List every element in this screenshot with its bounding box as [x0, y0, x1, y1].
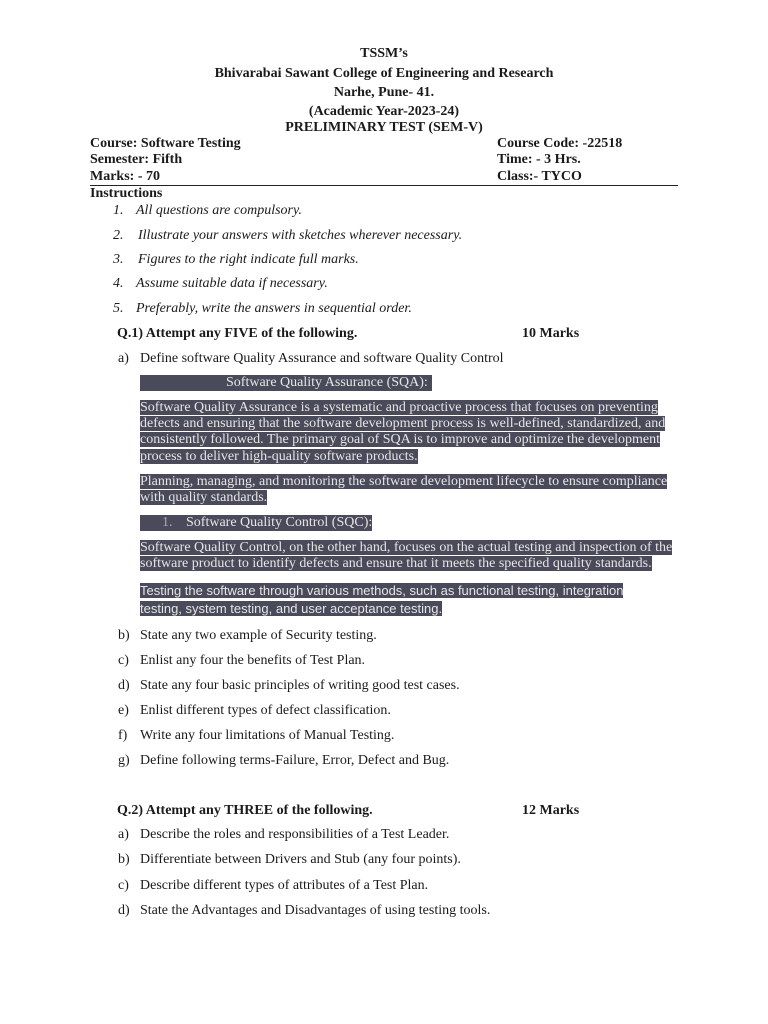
college-name: Bhivarabai Sawant College of Engineering and Research — [214, 66, 554, 81]
question-text: Define following terms-Failure, Error, Defect and Bug. — [140, 753, 450, 768]
question-text: Write any four limitations of Manual Testing. — [140, 728, 395, 743]
question-num: b) — [118, 628, 130, 643]
question-text: Describe different types of attributes of a Test Plan. — [140, 878, 429, 893]
instruction-text: Illustrate your answers with sketches wherever necessary. — [138, 228, 463, 243]
sqa-paragraph-2 — [140, 474, 667, 506]
question-num: e) — [118, 703, 129, 718]
question-text: State any four basic principles of writing good test cases. — [140, 678, 460, 693]
class: Class:- TYCO — [497, 169, 582, 184]
q2-marks: 12 Marks — [522, 803, 580, 818]
instruction-num: 3. — [113, 252, 124, 267]
text-line: defects and ensuring that the software development process is well-defined, standardized, and — [140, 416, 666, 432]
instruction-text: Preferably, write the answers in sequential order. — [136, 301, 412, 316]
text-line: process to deliver high-quality software products. — [140, 448, 418, 464]
text-line: with quality standards. — [140, 490, 268, 506]
question-text: Describe the roles and responsibilities of a Test Leader. — [140, 827, 450, 842]
time: Time: - 3 Hrs. — [497, 152, 581, 167]
question-text: Enlist different types of defect classification. — [140, 703, 391, 718]
question-num: a) — [118, 351, 129, 366]
sqc-heading: Software Quality Control (SQC): — [186, 515, 373, 530]
course-code: Course Code: -22518 — [497, 136, 623, 151]
q2-title: Q.2) Attempt any THREE of the following. — [117, 803, 373, 818]
question-num: c) — [118, 878, 129, 893]
instruction-num: 2. — [113, 228, 124, 243]
instruction-num: 4. — [113, 276, 124, 291]
question-text: Define software Quality Assurance and software Quality Control — [140, 351, 504, 366]
question-num: d) — [118, 678, 130, 693]
sqc-num: 1. — [162, 515, 173, 530]
instruction-text: All questions are compulsory. — [136, 203, 302, 218]
question-num: a) — [118, 827, 129, 842]
instruction-num: 1. — [113, 203, 124, 218]
text-line: Software Quality Control, on the other hand, focuses on the actual testing and inspection of the — [140, 540, 673, 555]
college-address: Narhe, Pune- 41. — [333, 85, 435, 100]
question-text: Enlist any four the benefits of Test Plan. — [140, 653, 366, 668]
header-rule — [90, 185, 678, 186]
question-num: b) — [118, 852, 130, 867]
question-num: f) — [118, 728, 128, 743]
course-name: Course: Software Testing — [90, 136, 241, 151]
text-line: consistently followed. The primary goal of SQA is to improve and optimize the development — [140, 432, 660, 448]
question-num: d) — [118, 903, 130, 918]
instruction-num: 5. — [113, 301, 124, 316]
total-marks: Marks: - 70 — [90, 169, 160, 184]
question-text: State the Advantages and Disadvantages of using testing tools. — [140, 903, 491, 918]
sqc-paragraph-2 — [140, 582, 623, 618]
text-line: software product to identify defects and ensure that it meets the specified quality standards. — [140, 556, 652, 572]
question-text: State any two example of Security testing. — [140, 628, 377, 643]
instructions-heading: Instructions — [90, 186, 163, 201]
instruction-text: Assume suitable data if necessary. — [136, 276, 328, 291]
sqa-paragraph-1 — [140, 400, 665, 465]
sqc-heading-row — [140, 515, 372, 531]
q1-title: Q.1) Attempt any FIVE of the following. — [117, 326, 358, 341]
exam-title: PRELIMINARY TEST (SEM-V) — [285, 120, 483, 135]
text-line: Software Quality Assurance is a systematic and proactive process that focuses on preventing — [140, 400, 658, 415]
instruction-text: Figures to the right indicate full marks. — [138, 252, 359, 267]
org-name: TSSM’s — [360, 46, 408, 61]
text-line: testing, system testing, and user acceptance testing. — [140, 601, 443, 616]
q1-marks: 10 Marks — [522, 326, 580, 341]
question-num: c) — [118, 653, 129, 668]
text-line: Testing the software through various methods, such as functional testing, integration — [140, 583, 624, 598]
question-text: Differentiate between Drivers and Stub (any four points). — [140, 852, 461, 867]
semester: Semester: Fifth — [90, 152, 183, 167]
text-line: Planning, managing, and monitoring the software development lifecycle to ensure compliance — [140, 474, 668, 489]
question-num: g) — [118, 753, 130, 768]
academic-year: (Academic Year-2023-24) — [308, 104, 460, 119]
sqc-paragraph-1 — [140, 540, 672, 572]
sqa-heading: Software Quality Assurance (SQA): — [140, 375, 432, 391]
